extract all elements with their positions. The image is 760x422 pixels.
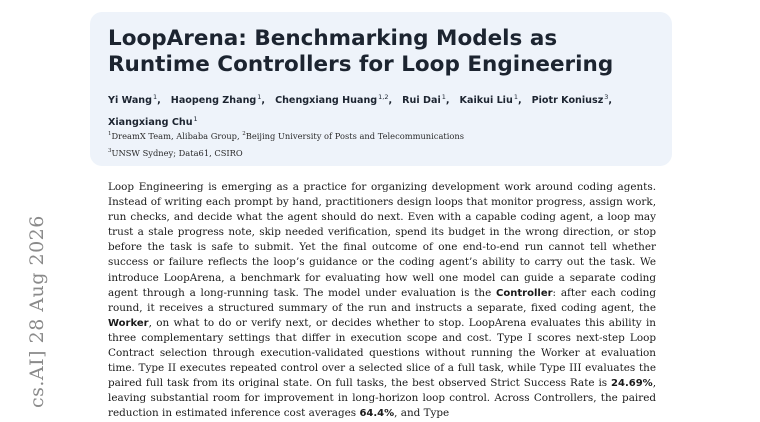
author-affiliation-marker: 1 xyxy=(257,93,262,101)
author-affiliation-marker: 1 xyxy=(513,93,518,101)
affiliation-line: $^3$UNSW Sydney; Data61, CSIRO xyxy=(108,147,243,158)
author-name: Kaikui Liu$^1$, xyxy=(459,93,522,107)
author-name: Rui Dai$^1$, xyxy=(402,93,450,107)
author-name: Yi Wang$^1$, xyxy=(108,93,161,107)
abstract-emphasis: 24.69% xyxy=(611,378,653,390)
author-affiliation-marker: 1 xyxy=(193,115,198,124)
author-affiliation-marker: 1 xyxy=(153,93,158,101)
abstract-text: Loop Engineering is emerging as a practice for organizing development work around coding agents. Instead of writing each prompt by hand, practitioners design loops that monitor progress, assign work, run checks, and decide what the agent should do next. Even with a capable coding agent, a loop may trust a stale progress note, skip needed verification, spend its budget in the wrong direction, or stop before the task is safe to submit. Yet the final outcome of one end-to-end run cannot tell whether success or failure reflects the loop’s guidance or the coding agent’s ability to carry out the task. We introduce LoopArena, a benchmark for evaluating how well one model can guide a separate coding agent through a long-running task. The model under evaluation is the xyxy=(108,181,656,299)
arxiv-stamp-text: cs.AI] 28 Aug 2026 xyxy=(26,215,48,408)
author-list xyxy=(108,88,648,132)
abstract-text: , leaving substantial room for improvement in long-horizon loop control. Across Controllers, the paired reduction in estimated inference cost averages xyxy=(108,377,656,420)
author-name: Chengxiang Huang$^{1,2}$, xyxy=(275,93,393,107)
affiliation-line: $^1$DreamX Team, Alibaba Group, $^2$Beijing University of Posts and Telecommunications xyxy=(108,130,464,141)
author-name: Haopeng Zhang$^1$, xyxy=(170,93,266,107)
author-affiliation-marker: 1,2 xyxy=(378,93,389,101)
affiliation-list xyxy=(108,127,648,161)
abstract-emphasis: Worker xyxy=(108,317,149,329)
abstract-body xyxy=(108,180,656,422)
author-affiliation-marker: 3 xyxy=(604,93,609,101)
abstract-emphasis: 64.4% xyxy=(359,408,395,420)
paper-title: LoopArena: Benchmarking Models as Runtime Controllers for Loop Engineering xyxy=(108,26,614,77)
arxiv-side-stamp xyxy=(8,118,68,408)
author-affiliation-marker: 1 xyxy=(441,93,446,101)
author-name: Piotr Koniusz$^3$, xyxy=(531,93,613,107)
abstract-text: , and Type xyxy=(394,407,450,420)
abstract-text: : after each coding round, it receives a structured summary of the run and instructs a separate, fixed coding agent, the xyxy=(108,286,656,314)
author-name: Xiangxiang Chu$^1$ xyxy=(108,115,198,129)
abstract-emphasis: Controller xyxy=(496,287,553,299)
abstract-text: , on what to do or verify next, or decides whether to stop. LoopArena evaluates this ability in three complementary settings that differ in execution scope and cost. Type I scores next-step Loop Contract selection through execution-validated questions without running the Worker at evaluation time. Type II executes repeated control over a selected slice of a full task, while Type III evaluates the paired full task from its original state. On full tasks, the best observed Strict Success Rate is xyxy=(108,316,656,390)
